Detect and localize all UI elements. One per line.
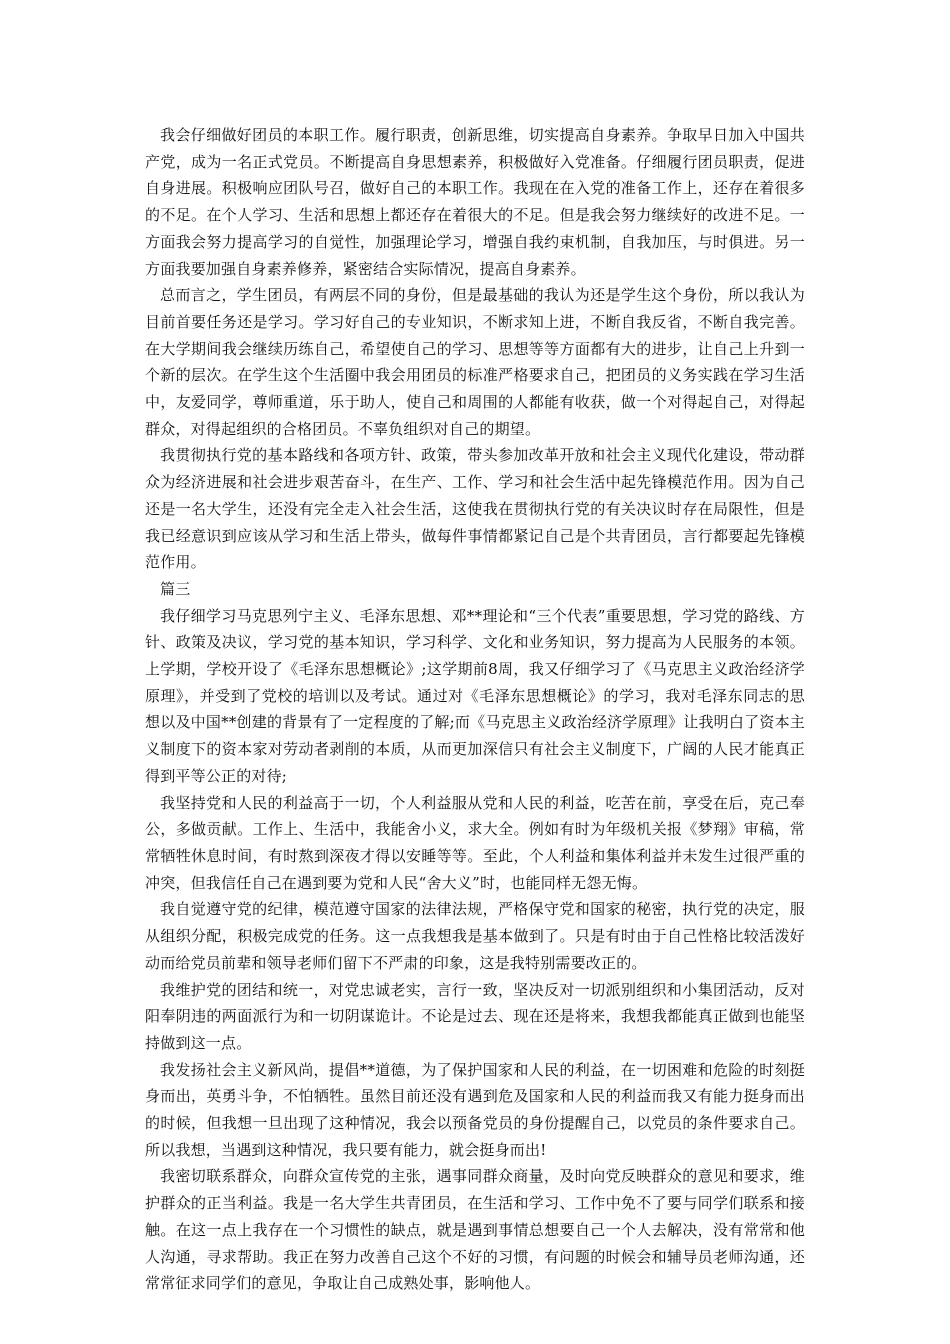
paragraph: 我会仔细做好团员的本职工作。履行职责，创新思维，切实提高自身素养。争取早日加入中国共产党，成为一名正式党员。不断提高自身思想素养，积极做好入党准备。仔细履行团员职责，促进自身进展。积极响应团队号召，做好自己的本职工作。我现在在入党的准备工作上，还存在着很多的不足。在个人学习、生活和思想上都还存在着很大的不足。但是我会努力继续好的改进不足。一方面我会努力提高学习的自觉性，加强理论学习，增强自我约束机制，自我加压，与时俱进。另一方面我要加强自身素养修养，紧密结合实际情况，提高自身素养。 — [145, 126, 805, 278]
paragraph: 我仔细学习马克思列宁主义、毛泽东思想、邓**理论和“三个代表”重要思想，学习党的路线、方针、政策及决议，学习党的基本知识，学习科学、文化和业务知识，努力提高为人民服务的本领。上学期，学校开设了《毛泽东思想概论》;这学期前8周，我又仔细学习了《马克思主义政治经济学原理》，并受到了党校的培训以及考试。通过对《毛泽东思想概论》的学习，我对毛泽东同志的思想以及中国**创建的背景有了一定程度的了解;而《马克思主义政治经济学原理》让我明白了资本主义制度下的资本家对劳动者剥削的本质，从而更加深信只有社会主义制度下，广阔的人民才能真正得到平等公正的对待; — [145, 606, 805, 785]
paragraph: 我贯彻执行党的基本路线和各项方针、政策，带头参加改革开放和社会主义现代化建设，带动群众为经济进展和社会进步艰苦奋斗，在生产、工作、学习和社会生活中起先锋模范作用。因为自己还是一名大学生，还没有完全走入社会生活，这使我在贯彻执行党的有关决议时存在局限性，但是我已经意识到应该从学习和生活上带头，做每件事情都紧记自己是个共青团员，言行都要起先锋模范作用。 — [145, 446, 805, 572]
paragraph: 我维护党的团结和统一，对党忠诚老实，言行一致，坚决反对一切派别组织和小集团活动，反对阳奉阴违的两面派行为和一切阴谋诡计。不论是过去、现在还是将来，我想我都能真正做到也能坚持做到这一点。 — [145, 980, 805, 1052]
paragraph: 我自觉遵守党的纪律，模范遵守国家的法律法规，严格保守党和国家的秘密，执行党的决定，服从组织分配，积极完成党的任务。这一点我想我是基本做到了。只是有时由于自己性格比较活泼好动而给党员前辈和领导老师们留下不严肃的印象，这是我特别需要改正的。 — [145, 900, 805, 972]
paragraph: 我坚持党和人民的利益高于一切，个人利益服从党和人民的利益，吃苦在前，享受在后，克己奉公，多做贡献。工作上、生活中，我能舍小义，求大全。例如有时为年级机关报《梦翔》审稿，常常牺牲休息时间，有时熬到深夜才得以安睡等等。至此，个人利益和集体利益并未发生过很严重的冲突，但我信任自己在遇到要为党和人民“舍大义”时，也能同样无怨无悔。 — [145, 793, 805, 892]
paragraph: 我密切联系群众，向群众宣传党的主张，遇事同群众商量，及时向党反映群众的意见和要求，维护群众的正当利益。我是一名大学生共青团员，在生活和学习、工作中免不了要与同学们联系和接触。在这一点上我存在一个习惯性的缺点，就是遇到事情总想要自己一个人去解决，没有常常和他人沟通，寻求帮助。我正在努力改善自己这个不好的习惯，有问题的时候会和辅导员老师沟通，还常常征求同学们的意见，争取让自己成熟处事，影响他人。 — [145, 1167, 805, 1293]
paragraph: 我发扬社会主义新风尚，提倡**道德，为了保护国家和人民的利益，在一切困难和危险的时刻挺身而出，英勇斗争，不怕牺牲。虽然目前还没有遇到危及国家和人民的利益而我又有能力挺身而出的时候，但我想一旦出现了这种情况，我会以预备党员的身份提醒自己，以党员的条件要求自己。所以我想，当遇到这种情况，我只要有能力，就会挺身而出! — [145, 1060, 805, 1159]
section-title: 篇三 — [160, 579, 191, 598]
document-body — [145, 122, 805, 1297]
paragraph: 总而言之，学生团员，有两层不同的身份，但是最基础的我认为还是学生这个身份，所以我认为目前首要任务还是学习。学习好自己的专业知识，不断求知上进，不断自我反省，不断自我完善。在大学期间我会继续历练自己，希望使自己的学习、思想等等方面都有大的进步，让自己上升到一个新的层次。在学生这个生活圈中我会用团员的标准严格要求自己，把团员的义务实践在学习生活中，友爱同学，尊师重道，乐于助人，使自己和周围的人都能有收获，做一个对得起自己，对得起群众，对得起组织的合格团员。不辜负组织对自己的期望。 — [145, 286, 805, 438]
